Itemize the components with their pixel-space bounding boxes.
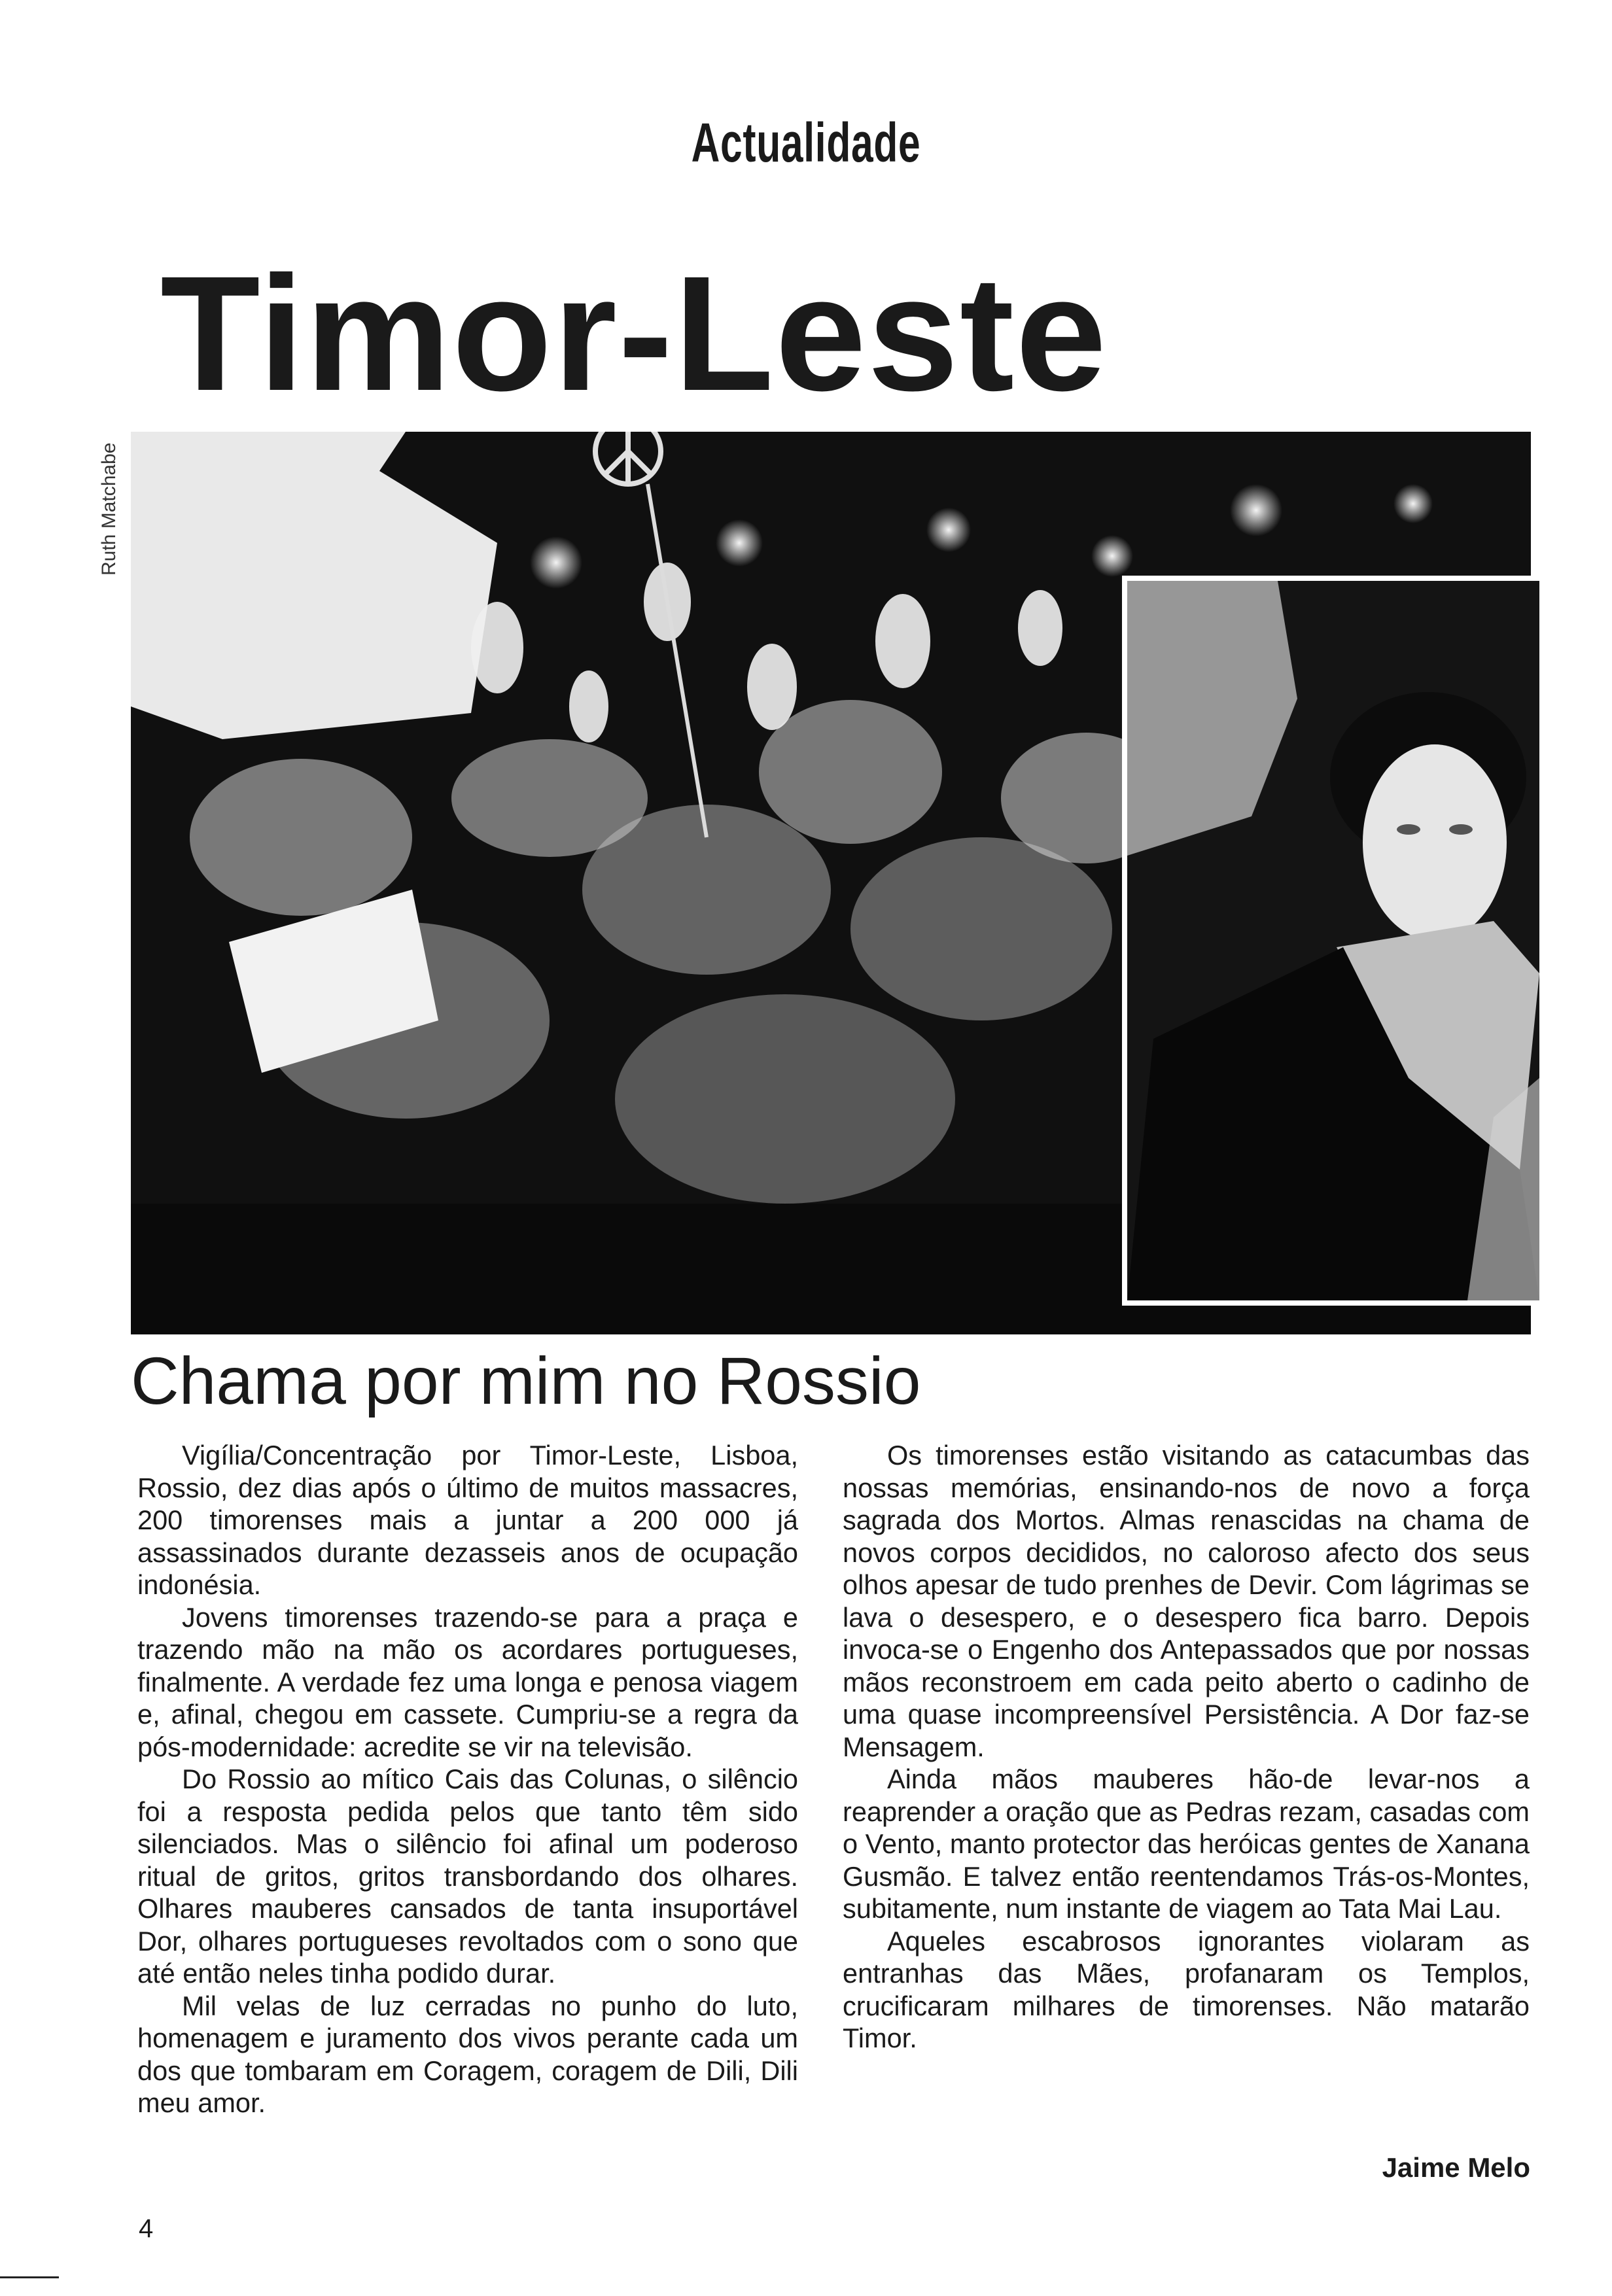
paragraph: Jovens timorenses trazendo-se para a praça e trazendo mão na mão os acordares portugueses, finalmente. A verdade fez uma longa e penosa viagem e, afinal, chegou em cassete. Cumpriu-se a regra da pós-modernidade: acredite se vir na televisão.	[137, 1601, 798, 1762]
paragraph: Ainda mãos mauberes hão-de levar-nos a reaprender a oração que as Pedras rezam, casadas com o Vento, manto protector das heróicas gentes de Xanana Gusmão. E talvez então reentendamos Trás-os-Montes, subitamente, num instante de viagem ao Tata Mai Lau.	[843, 1764, 1530, 1924]
paragraph: Mil velas de luz cerradas no punho do luto, homenagem e juramento dos vivos perante cada um dos que tombaram em Coragem, coragem de Dili, Dili meu amor.	[137, 1990, 798, 2118]
article-column-left	[137, 1439, 798, 2119]
section-label: Actualidade	[691, 112, 921, 173]
photo-credit	[98, 419, 124, 576]
photo-credit-text: Ruth Matchabe	[98, 442, 120, 576]
article-column-right	[843, 1439, 1530, 2055]
paragraph: Do Rossio ao mítico Cais das Colunas, o silêncio foi a resposta pedida pelos que tanto têm sido silenciados. Mas o silêncio foi afinal um poderoso ritual de gritos, gritos transbordando dos olhares. Olhares mauberes cansados de tanta insuportável Dor, olhares portugueses revoltados com o sono que até então neles tinha podido durar.	[137, 1764, 798, 1989]
article-author: Jaime Melo	[1382, 2152, 1530, 2183]
paragraph: Os timorenses estão visitando as catacumbas das nossas memórias, ensinando-nos de novo a força sagrada dos Mortos. Almas renascidas na chama de novos corpos decididos, no caloroso afecto dos seus olhos apesar de tudo prenhes de Devir. Com lágrimas se lava o desespero, e o desespero fica barro. Depois invoca-se o Engenho dos Antepassados que por nossas mãos reconstroem em cada peito aberto o cadinho de uma quase incompreensível Persistência. A Dor faz-se Mensagem.	[843, 1440, 1530, 1762]
portrait-photo-illustration	[1127, 581, 1539, 1300]
page-number: 4	[139, 2214, 154, 2243]
article-title: Timor-Leste	[160, 242, 1108, 425]
paragraph: Vigília/Concentração por Timor-Leste, Lisboa, Rossio, dez dias após o último de muitos massacres, 200 timorenses mais a juntar a 200 000 já assassinados durante dezasseis anos de ocupação indonésia.	[137, 1440, 798, 1600]
article-subtitle: Chama por mim no Rossio	[131, 1344, 921, 1418]
paragraph: Aqueles escabrosos ignorantes violaram as entranhas das Mães, profanaram os Templos, crucificaram milhares de timorenses. Não matarão Timor.	[843, 1925, 1530, 2053]
footer-divider	[0, 2276, 59, 2278]
portrait-photo	[1122, 576, 1545, 1306]
